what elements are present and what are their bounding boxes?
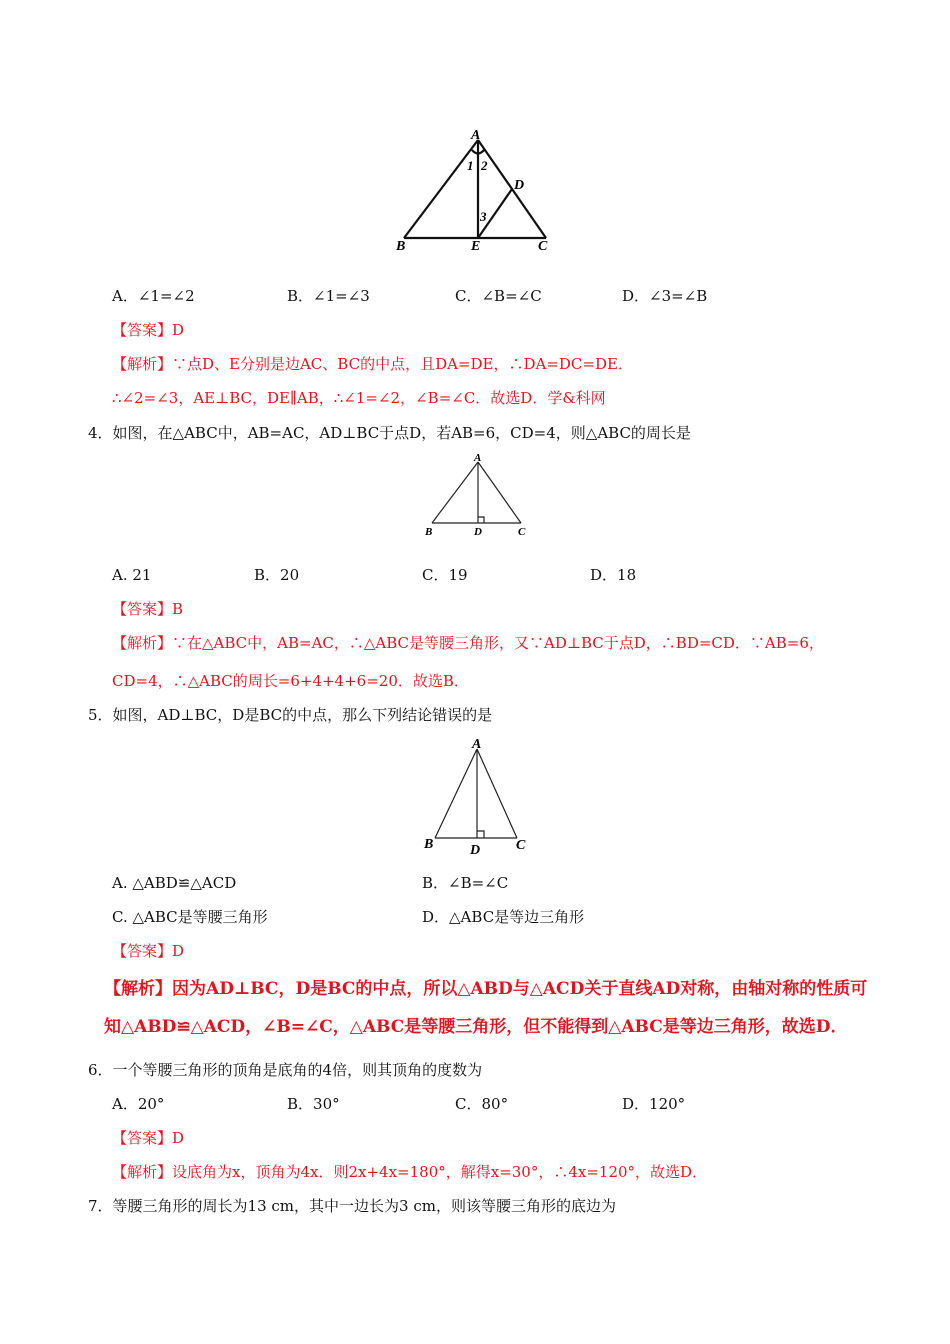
- q5-label-A: A: [472, 737, 482, 752]
- q4-option-a: A. 21: [112, 566, 152, 584]
- q6-option-c: C．80°: [455, 1095, 509, 1113]
- q6-option-d: D．120°: [622, 1095, 686, 1113]
- q7-stem: 7．等腰三角形的周长为13 cm，其中一边长为3 cm，则该等腰三角形的底边为: [88, 1197, 616, 1215]
- q5-label-D: D: [470, 843, 481, 858]
- q3-option-c: C．∠B=∠C: [455, 287, 542, 305]
- q3-analysis-line1: 【解析】∵点D、E分别是边AC、BC的中点，且DA=DE，∴DA=DC=DE．: [112, 355, 633, 373]
- q4-analysis-line2: CD=4，∴△ABC的周长=6+4+4+6=20．故选B．: [112, 672, 469, 690]
- q5-option-a: A. △ABD≌△ACD: [112, 874, 237, 892]
- q5-answer: 【答案】D: [112, 942, 185, 960]
- q6-answer: 【答案】D: [112, 1129, 185, 1147]
- q5-stem: 5．如图，AD⊥BC，D是BC的中点，那么下列结论错误的是: [88, 706, 493, 724]
- q3-label-C: C: [538, 239, 548, 254]
- q5-analysis-line2: 知△ABD≌△ACD，∠B=∠C，△ABC是等腰三角形，但不能得到△ABC是等边三角形，故选D．: [104, 1017, 848, 1037]
- q3-label-E: E: [471, 239, 481, 254]
- q6-stem: 6．一个等腰三角形的顶角是底角的4倍，则其顶角的度数为: [88, 1061, 483, 1079]
- q3-option-b: B．∠1=∠3: [287, 287, 370, 305]
- q3-option-a: A．∠1=∠2: [112, 287, 195, 305]
- q3-label-B: B: [396, 239, 406, 254]
- q3-angle-1: 1: [467, 158, 474, 173]
- q4-answer: 【答案】B: [112, 600, 184, 618]
- q4-label-B: B: [425, 526, 433, 538]
- q4-label-D: D: [474, 526, 482, 538]
- q5-label-C: C: [516, 838, 526, 853]
- q5-option-c: C. △ABC是等腰三角形: [112, 908, 268, 926]
- q3-label-D: D: [514, 178, 525, 193]
- q4-option-d: D．18: [590, 566, 637, 584]
- q4-option-b: B．20: [254, 566, 300, 584]
- q3-label-A: A: [471, 128, 481, 143]
- q6-option-a: A．20°: [112, 1095, 165, 1113]
- q4-label-A: A: [474, 452, 482, 464]
- q5-label-B: B: [424, 837, 434, 852]
- q4-analysis-line1: 【解析】∵在△ABC中，AB=AC，∴△ABC是等腰三角形，又∵AD⊥BC于点D，∴BD=CD．∵AB=6，: [112, 634, 824, 652]
- q6-option-b: B．30°: [287, 1095, 340, 1113]
- q4-option-c: C．19: [422, 566, 468, 584]
- q3-angle-2: 2: [481, 158, 488, 173]
- q3-answer: 【答案】D: [112, 321, 185, 339]
- q3-option-d: D．∠3=∠B: [622, 287, 708, 305]
- q3-angle-3: 3: [480, 209, 487, 224]
- q4-stem: 4．如图，在△ABC中，AB=AC，AD⊥BC于点D，若AB=6，CD=4，则△ABC的周长是: [88, 424, 691, 442]
- q5-option-b: B．∠B=∠C: [422, 874, 509, 892]
- q3-analysis-line2: ∴∠2=∠3，AE⊥BC，DE∥AB，∴∠1=∠2，∠B=∠C．故选D．学&科网: [112, 389, 606, 407]
- q5-option-d: D．△ABC是等边三角形: [422, 908, 585, 926]
- q5-analysis-line1: 【解析】因为AD⊥BC，D是BC的中点，所以△ABD与△ACD关于直线AD对称，由轴对称的性质可: [104, 979, 868, 999]
- q6-analysis: 【解析】设底角为x，顶角为4x．则2x+4x=180°，解得x=30°，∴4x=120°，故选D．: [112, 1163, 708, 1181]
- q4-label-C: C: [518, 526, 526, 538]
